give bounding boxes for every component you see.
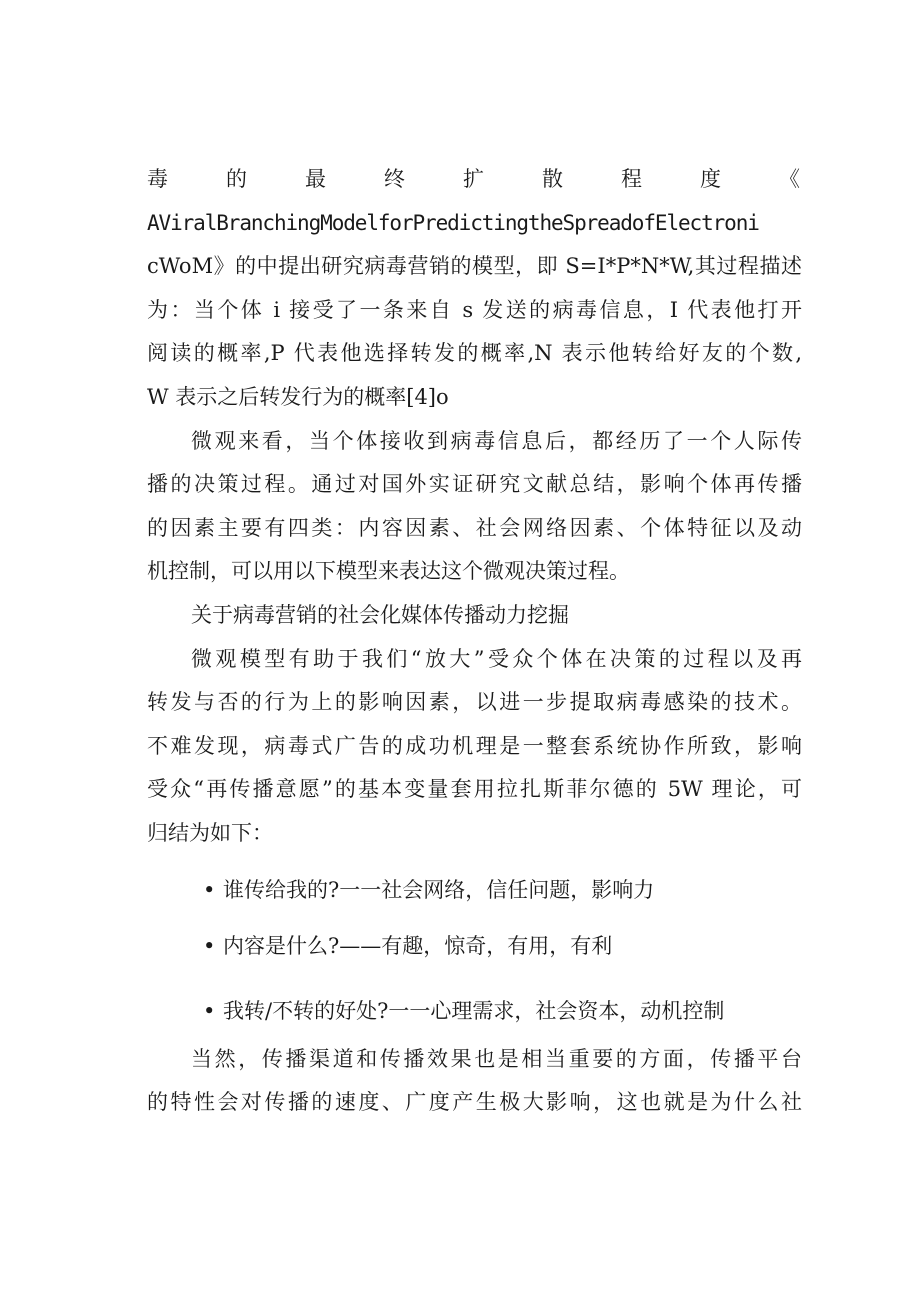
bullet-text: 我转/不转的好处?一一心理需求，社会资本，动机控制 <box>223 998 725 1023</box>
para2-line2: 播的决策过程。通过对国外实证研究文献总结，影响个体再传播 <box>147 472 802 497</box>
para1-char: 《 <box>779 167 800 191</box>
para1-char: 最 <box>305 167 326 191</box>
para3-line5: 归结为如下： <box>147 820 273 845</box>
para3-line2: 转发与否的行为上的影响因素，以进一步提取病毒感染的技术。 <box>147 690 802 715</box>
para1-line4: 为：当个体 i 接受了一条来自 s 发送的病毒信息，I 代表他打开 <box>147 297 802 322</box>
bullet-item <box>147 862 802 918</box>
para3-line1: 微观模型有助于我们“放大”受众个体在决策的过程以及再 <box>191 646 802 671</box>
bullet-marker: • <box>203 998 216 1023</box>
para4-line1: 当然，传播渠道和传播效果也是相当重要的方面，传播平台 <box>191 1046 802 1071</box>
bullet-marker: • <box>203 877 216 902</box>
para1-char: 毒 <box>147 167 168 191</box>
bullet-item <box>147 984 802 1038</box>
para3-line4: 受众“再传播意愿”的基本变量套用拉扎斯菲尔德的 5W 理论，可 <box>147 777 802 802</box>
bullet-text: 谁传给我的?一一社会网络，信任问题，影响力 <box>223 877 655 902</box>
para1-char: 度 <box>700 167 721 191</box>
para1-line1 <box>147 158 802 202</box>
para1-char: 扩 <box>463 167 484 191</box>
bullet-marker: • <box>203 933 216 958</box>
para1-char: 的 <box>226 167 247 191</box>
bullet-text: 内容是什么?——有趣，惊奇，有用，有利 <box>223 933 613 958</box>
para1-char: 终 <box>384 167 405 191</box>
para1-line6: W 表示之后转发行为的概率[4]o <box>147 384 449 409</box>
para2-line4: 机控制，可以用以下模型来表达这个微观决策过程。 <box>147 559 630 584</box>
para1-line3: cWoM》的中提出研究病毒营销的模型，即 S=I*P*N*W,其过程描述 <box>147 254 802 279</box>
para1-line2: AViralBranchingModelforPredictingtheSpreadofElectroni <box>147 210 759 235</box>
section-heading: 关于病毒营销的社会化媒体传播动力挖掘 <box>191 602 569 627</box>
bullet-item <box>147 918 802 974</box>
para1-char: 散 <box>542 167 563 191</box>
para2-line3: 的因素主要有四类：内容因素、社会网络因素、个体特征以及动 <box>147 515 802 540</box>
para4-line2: 的特性会对传播的速度、广度产生极大影响，这也就是为什么社 <box>147 1090 802 1115</box>
document-page <box>147 158 802 1125</box>
para1-char: 程 <box>621 167 642 191</box>
para1-line5: 阅读的概率,P 代表他选择转发的概率,N 表示他转给好友的个数, <box>147 341 802 366</box>
para3-line3: 不难发现，病毒式广告的成功机理是一整套系统协作所致，影响 <box>147 733 802 758</box>
para2-line1: 微观来看，当个体接收到病毒信息后，都经历了一个人际传 <box>191 428 802 453</box>
